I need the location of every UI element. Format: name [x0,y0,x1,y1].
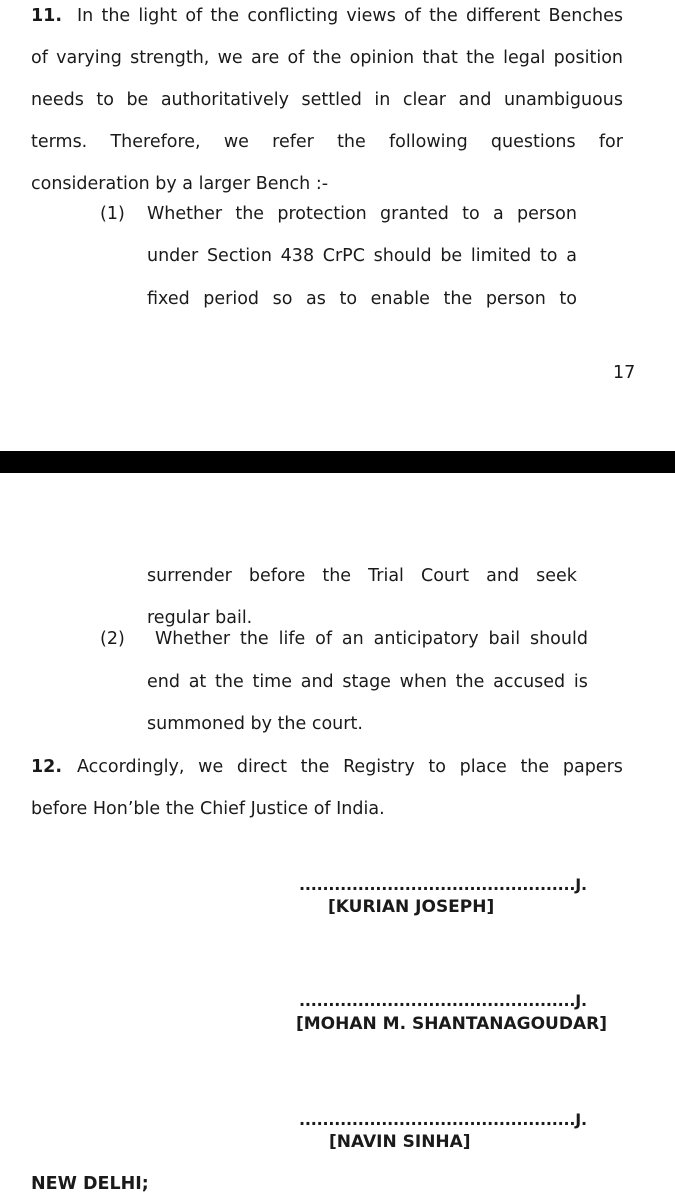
word: anticipatory [373,629,479,649]
word: the [337,132,366,152]
word: settled [301,90,362,110]
word: under [147,246,199,266]
word: when [399,672,447,692]
word: and [458,90,492,110]
word: a [566,246,577,266]
word: the [455,672,485,692]
word: In [77,6,94,26]
word: position [553,48,623,68]
word: so [272,289,293,309]
para-11-line-2 [31,50,623,68]
question-1-last-line: regular bail. [147,608,253,628]
word: light [138,6,178,26]
word: bail [488,629,521,649]
word: to [96,90,114,110]
word: we [217,48,243,68]
word: the [312,48,342,68]
word: are [250,48,280,68]
word: of [315,629,333,649]
word: the [235,204,265,224]
word: following [389,132,468,152]
word: period [203,289,260,309]
word: for [598,132,623,152]
question-2-line-1 [155,631,588,649]
para-12-last-line: before Hon’ble the Chief Justice of India. [31,799,385,819]
word: refer [272,132,314,152]
word: terms. [31,132,88,152]
word: and [486,566,520,586]
judge-name-1: [KURIAN JOSEPH] [328,897,495,917]
word: is [573,672,588,692]
para-12-line-1 [77,759,623,777]
page-number: 17 [613,363,636,383]
word: life [278,629,306,649]
signature-line-1: ...............................................J. [299,875,587,894]
judge-name-3: [NAVIN SINHA] [329,1132,471,1152]
word: should [373,246,432,266]
para-11-line-1 [77,8,623,26]
word: we [198,757,224,777]
word: views [346,6,396,26]
word: Accordingly, [77,757,185,777]
word: to [428,757,446,777]
word: fixed [147,289,190,309]
word: the [466,48,495,68]
word: as [306,289,326,309]
word: the [239,629,269,649]
word: of [287,48,305,68]
word: the [210,6,240,26]
word: legal [503,48,546,68]
word: 438 [280,246,315,266]
question-1-marker: (1) [100,204,125,224]
judge-name-2: [MOHAN M. SHANTANAGOUDAR] [296,1014,607,1034]
word: be [126,90,149,110]
word: questions [490,132,576,152]
word: before [248,566,306,586]
word: seek [536,566,577,586]
word: conflicting [247,6,339,26]
word: the [215,672,244,692]
word: place [459,757,507,777]
word: the [322,566,352,586]
word: Court [420,566,470,586]
word: Whether [155,629,231,649]
signature-line-2: ...............................................J. [299,991,587,1010]
page-break-divider [0,451,675,473]
word: that [422,48,458,68]
place-label: NEW DELHI; [31,1174,149,1194]
word: be [440,246,463,266]
word: the [520,757,550,777]
word: Therefore, [110,132,201,152]
word: the [443,289,473,309]
para-12-number: 12. [31,757,63,777]
word: limited [470,246,532,266]
word: person [485,289,546,309]
word: Section [206,246,272,266]
word: the [300,757,330,777]
word: opinion [349,48,415,68]
word: Registry [343,757,415,777]
signature-line-3: ...............................................J. [299,1110,587,1129]
question-1-line-2 [147,248,577,266]
word: protection [277,204,367,224]
para-11-number: 11. [31,6,63,26]
word: surrender [147,566,232,586]
word: an [341,629,364,649]
word: Benches [548,6,623,26]
word: strength, [130,48,210,68]
para-11-last-line: consideration by a larger Bench :- [31,174,329,194]
word: different [465,6,541,26]
word: direct [236,757,287,777]
word: Trial [368,566,404,586]
question-2-last-line: summoned by the court. [147,714,363,734]
word: a [492,204,504,224]
para-11-line-3 [31,92,623,110]
word: we [223,132,249,152]
word: time [252,672,292,692]
word: person [516,204,577,224]
word: to [339,289,358,309]
word: to [539,246,558,266]
question-1-line-3 [147,291,577,309]
word: authoritatively [160,90,289,110]
word: CrPC [322,246,365,266]
para-11-line-4 [31,134,623,152]
word: clear [402,90,446,110]
word: unambiguous [503,90,623,110]
word: enable [370,289,430,309]
word: of [185,6,203,26]
word: in [374,90,391,110]
word: of [31,48,48,68]
word: at [188,672,207,692]
question-2-line-2 [147,674,588,692]
question-1-continuation [147,568,577,586]
word: of [404,6,421,26]
word: varying [56,48,122,68]
word: the [101,6,131,26]
word: accused [493,672,566,692]
word: the [429,6,458,26]
word: end [147,672,180,692]
question-2-marker: (2) [100,629,125,649]
word: needs [31,90,84,110]
word: to [559,289,577,309]
word: should [529,629,588,649]
question-1-line-1 [147,206,577,224]
word: to [462,204,480,224]
word: papers [562,757,623,777]
word: Whether [147,204,223,224]
word: and [300,672,334,692]
word: stage [342,672,391,692]
word: granted [380,204,449,224]
